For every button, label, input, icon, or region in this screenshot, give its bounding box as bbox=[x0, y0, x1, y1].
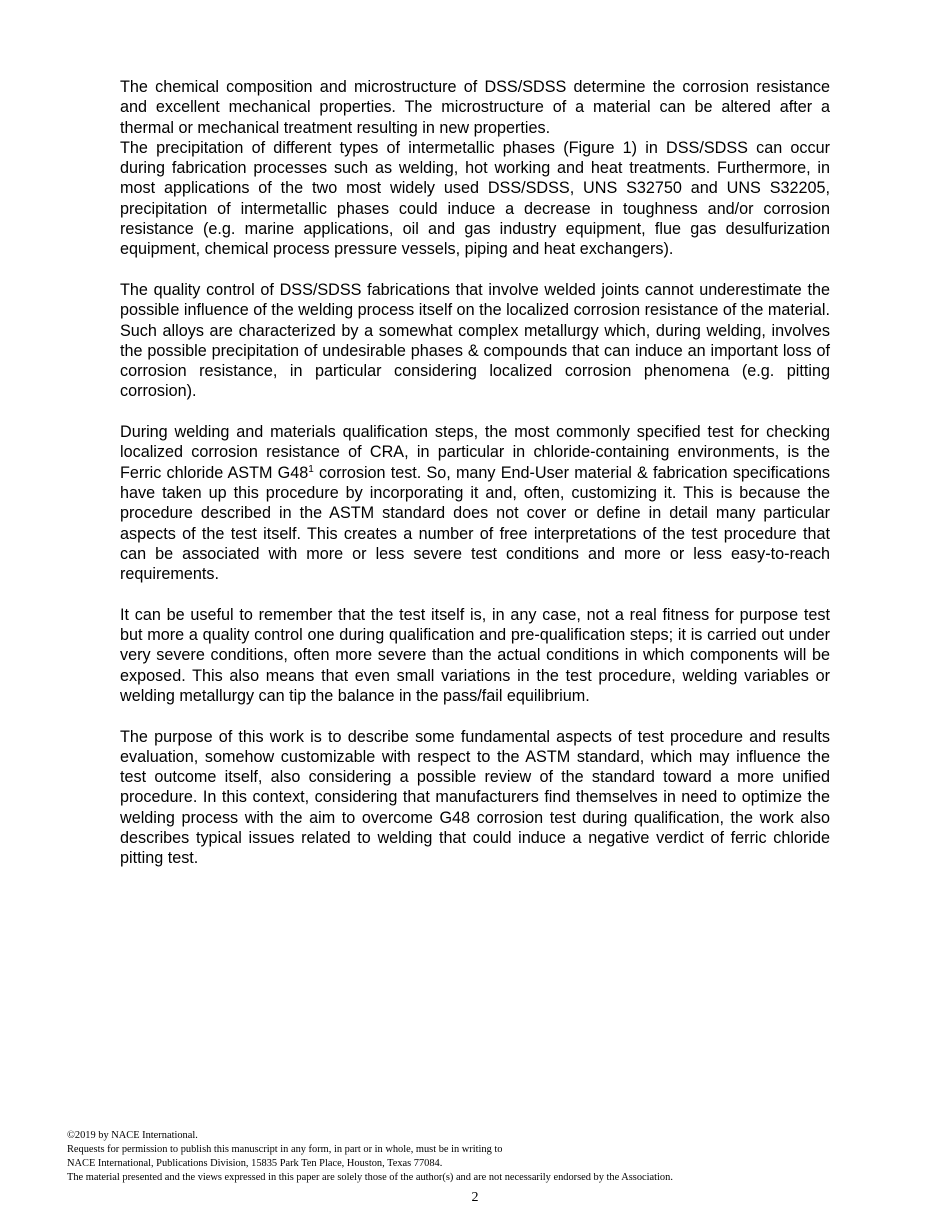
paragraph-precipitation: The precipitation of different types of intermetallic phases (Figure 1) in DSS/SDSS can occur during fabrication processes such as welding, hot working and heat treatments. Furthermore, in most applications of the two most widely used DSS/SDSS, UNS S32750 and UNS S32205, precipitation of intermetallic phases could induce a decrease in toughness and/or corrosion resistance (e.g. marine applications, oil and gas industry equipment, flue gas desulfurization equipment, chemical process pressure vessels, piping and heat exchangers). bbox=[120, 138, 830, 259]
paragraph-quality-control: The quality control of DSS/SDSS fabrications that involve welded joints cannot underestimate the possible influence of the welding process itself on the localized corrosion resistance of the material. Such alloys are characterized by a somewhat complex metallurgy which, during welding, involves the possible precipitation of undesirable phases & compounds that can induce an important loss of corrosion resistance, in particular considering localized corrosion phenomena (e.g. pitting corrosion). bbox=[120, 280, 830, 401]
reference-superscript: 1 bbox=[308, 463, 314, 475]
paragraph-composition: The chemical composition and microstructure of DSS/SDSS determine the corrosion resistance and excellent mechanical properties. The microstructure of a material can be altered after a thermal or mechanical treatment resulting in new properties. bbox=[120, 78, 830, 137]
footer-permission: Requests for permission to publish this manuscript in any form, in part or in whole, must be in writing to bbox=[67, 1144, 503, 1155]
paragraph-text-after-ref: corrosion test. So, many End-User material & fabrication specifications have taken up this procedure by incorporating it and, often, customizing it. This is because the procedure described in the ASTM standard does not cover or define in detail many particular aspects of the test itself. This creates a number of free interpretations of the test procedure that can be associated with more or less severe test conditions and more or less easy-to-reach requirements. bbox=[120, 463, 830, 584]
paragraph-fitness-for-purpose: It can be useful to remember that the test itself is, in any case, not a real fitness for purpose test but more a quality control one during qualification and pre-qualification steps; it is carried out under very severe conditions, often more severe than the actual conditions in which components will be exposed. This also means that even small variations in the test procedure, welding variables or welding metallurgy can tip the balance in the pass/fail equilibrium. bbox=[120, 605, 830, 705]
footer-address: NACE International, Publications Division, 15835 Park Ten Place, Houston, Texas 77084. bbox=[67, 1158, 443, 1169]
body-text bbox=[120, 77, 830, 869]
paragraph-qualification-test bbox=[120, 422, 830, 584]
page-number: 2 bbox=[471, 1190, 479, 1205]
paragraph-text-before-ref: During welding and materials qualification steps, the most commonly specified test for checking localized corrosion resistance of CRA, in particular in chloride-containing environments, is the Ferric chloride ASTM G48 bbox=[120, 423, 830, 482]
footer-copyright: ©2019 by NACE International. bbox=[67, 1130, 198, 1141]
footer-disclaimer: The material presented and the views expressed in this paper are solely those of the author(s) and are not necessarily endorsed by the Association. bbox=[67, 1172, 673, 1183]
footer bbox=[67, 1129, 867, 1185]
paragraph-purpose: The purpose of this work is to describe some fundamental aspects of test procedure and results evaluation, somehow customizable with respect to the ASTM standard, which may influence the test outcome itself, also considering a possible review of the standard toward a more unified procedure. In this context, considering that manufacturers find themselves in need to optimize the welding process with the aim to overcome G48 corrosion test during qualification, the work also describes typical issues related to welding that could induce a negative verdict of ferric chloride pitting test. bbox=[120, 727, 830, 868]
